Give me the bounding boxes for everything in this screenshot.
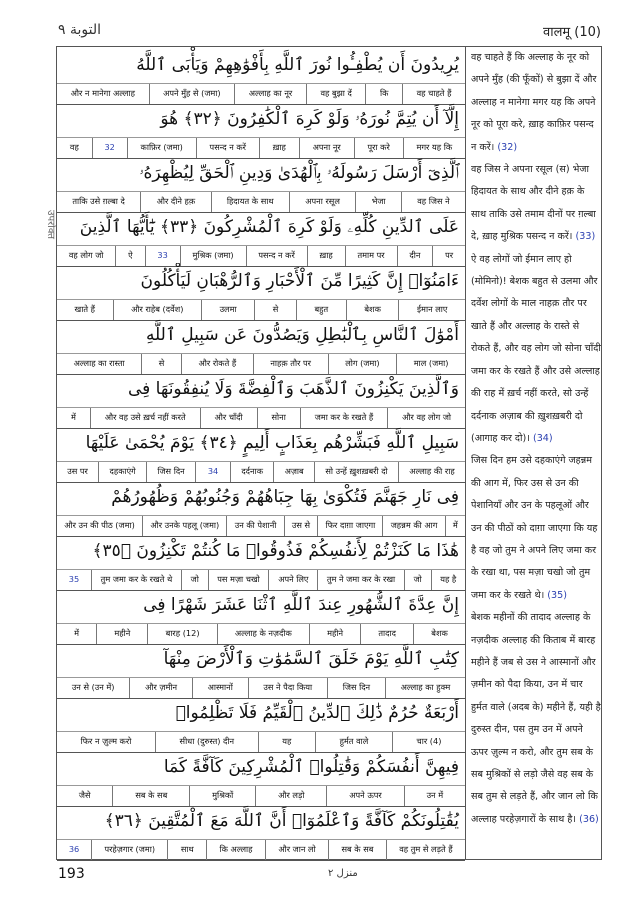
word-meaning-cell: माल (जमा) <box>396 354 465 374</box>
word-meaning-cell: दहकाएंगे <box>98 462 146 482</box>
word-meaning-cell: अल्लाह का हुक्म <box>385 678 465 698</box>
word-meaning-cell: बेशक <box>346 300 399 320</box>
word-meaning-cell: यह <box>258 732 315 752</box>
word-meaning-cell: दर्दनाक <box>230 462 273 482</box>
verse-number: 36 <box>68 844 80 855</box>
translation-text: वह जिस ने अपना रसूल (स) भेजा हिदायत के साथ और दीने हक़ के साथ ताकि उसे तमाम दीनों पर ग़ल्बा दे, ख़ाह मुश्रिक पसन्द न करें। <box>471 164 596 243</box>
word-meaning-cell: और दीने हक़ <box>140 192 210 212</box>
word-meaning-cell: मुश्रिकों <box>189 786 255 806</box>
word-meaning-cell: ख़ाह <box>259 138 299 158</box>
verse-line <box>57 317 465 375</box>
word-meaning-cell: और ज़मीन <box>129 678 192 698</box>
word-meaning-cell: सब के सब <box>112 786 189 806</box>
word-meaning-cell: उलमा <box>201 300 254 320</box>
word-by-word-column <box>57 47 466 859</box>
translation-paragraph <box>471 607 601 831</box>
word-meaning-cell: पूरा करे <box>354 138 403 158</box>
word-meaning-cell: और न मानेगा अल्लाह <box>70 88 135 99</box>
word-meaning-cell: खाते हैं <box>74 304 95 315</box>
word-meaning-cell: और वह लोग जो <box>387 408 465 428</box>
word-meaning-cell: वह <box>69 142 79 153</box>
arabic-text: وَٱلَّذِينَ يَكْنِزُونَ ٱلذَّهَبَ وَٱلْفِضَّةَ وَلَا يُنفِقُونَهَا فِى <box>57 371 465 408</box>
word-meaning-cell: दीन <box>397 246 433 266</box>
verse-number: 35 <box>68 574 80 585</box>
word-meaning-cell: अपने लिए <box>268 570 317 590</box>
verse-line <box>57 641 465 699</box>
word-translation-row <box>57 840 465 861</box>
verse-line <box>57 479 465 537</box>
word-meaning-cell: तादाद <box>360 624 413 644</box>
word-meaning-cell: पस मज़ा चखो <box>208 570 269 590</box>
verse-number: 32 <box>92 138 127 158</box>
word-meaning-cell: में <box>74 628 80 639</box>
verse-line <box>57 533 465 591</box>
word-meaning-cell: जमा कर के रखते हैं <box>300 408 387 428</box>
word-meaning-cell: जिस दिन <box>327 678 385 698</box>
word-meaning-cell: उस से <box>284 516 318 536</box>
translation-column <box>469 47 603 859</box>
word-meaning-cell: अज़ाब <box>273 462 314 482</box>
word-meaning-cell: अपना नूर <box>299 138 354 158</box>
word-meaning-cell: साथ <box>167 840 206 860</box>
verse-line <box>57 587 465 645</box>
translation-text: ऐ वह लोगों जो ईमान लाए हो (मोमिनो)! बेशक बहुत से उलमा और दर्वेश लोगों के माल नाहक़ तौर पर खाते हैं और अल्लाह के रास्ते से रोकते हैं, और वह लोग जो सोना चाँदी जमा कर के रखते हैं और उसे अल्लाह की राह में ख़र्च नहीं करते, सो उन्हें दर्दनाक अज़ाब की ख़ुशख़बरी दो (आगाह कर दो)। <box>471 253 601 444</box>
translation-text: बेशक महीनों की तादाद अल्लाह के नज़दीक अल्लाह की किताब में बारह महीने हैं जब से उस ने आस्मानों और ज़मीन को पैदा किया, उन में चार हुर्मत वाले (अदब के) महीने हैं, यही है दुरुस्त दीन, पस तुम उन में अपने ऊपर ज़ुल्म न करो, और तुम सब के सब मुश्रिकों से लड़ो जैसे वह सब के सब तुम से लड़ते हैं, और जान लो कि अल्लाह परहेज़गारों के साथ है। <box>471 612 601 825</box>
word-meaning-cell: आस्मानों <box>192 678 248 698</box>
verse-line <box>57 47 465 105</box>
word-meaning-cell: तुम ने जमा कर के रखा <box>317 570 404 590</box>
word-meaning-cell: पर <box>432 246 465 266</box>
verse-line <box>57 209 465 267</box>
word-meaning-cell: उस ने पैदा किया <box>248 678 327 698</box>
word-meaning-cell: जो <box>404 570 431 590</box>
arabic-text: إِنَّ عِدَّةَ ٱلشُّهُورِ عِندَ ٱللَّهِ ٱثْنَا عَشَرَ شَهْرًا فِى <box>57 587 465 624</box>
word-meaning-cell: अपने ऊपर <box>326 786 403 806</box>
arabic-text: إِلَّآ أَن يُتِمَّ نُورَهُۥ وَلَوْ كَرِهَ ٱلْكَٰفِرُونَ ﴿٣٢﴾ هُوَ <box>57 101 465 138</box>
word-meaning-cell: और रोकते हैं <box>181 354 253 374</box>
word-meaning-cell: सीधा (दुरुस्त) दीन <box>155 732 258 752</box>
word-meaning-cell: बेशक <box>413 624 465 644</box>
word-meaning-cell: अल्लाह का रास्ता <box>73 358 125 369</box>
word-meaning-cell: और लड़ो <box>255 786 326 806</box>
word-meaning-cell: जिस दिन <box>146 462 195 482</box>
word-meaning-cell: और चाँदी <box>200 408 257 428</box>
word-meaning-cell: ईमान लाए <box>398 300 465 320</box>
translation-paragraph <box>471 159 601 249</box>
word-meaning-cell: उन की पेशानी <box>226 516 283 536</box>
manzil-label: منزل ٢ <box>328 868 358 879</box>
word-meaning-cell: सो उन्हें ख़ुशख़बरी दो <box>314 462 398 482</box>
verse-number: (33) <box>575 231 596 243</box>
word-meaning-cell: और उन की पीठ (जमा) <box>64 520 135 531</box>
verse-number: 33 <box>145 246 180 266</box>
word-meaning-cell: सोना <box>257 408 300 428</box>
arabic-text: فِى نَارِ جَهَنَّمَ فَتُكْوَىٰ بِهَا جِبَاهُهُمْ وَجُنُوبُهُمْ وَظُهُورُهُمْ <box>57 479 465 516</box>
page-header <box>38 22 601 44</box>
arabic-text: يُرِيدُونَ أَن يُطْفِـُٔوا نُورَ ٱللَّهِ بِأَفْوَٰهِهِمْ وَيَأْبَى ٱللَّهُ <box>57 47 465 84</box>
translation-paragraph <box>471 47 601 159</box>
translation-paragraph <box>471 249 601 451</box>
word-meaning-cell: वह जिस ने <box>401 192 465 212</box>
word-meaning-cell: जो <box>181 570 208 590</box>
word-meaning-cell: पसन्द न करें <box>246 246 307 266</box>
word-meaning-cell: उस पर <box>67 466 88 477</box>
word-meaning-cell: सब के सब <box>328 840 386 860</box>
word-meaning-cell: उन में <box>404 786 465 806</box>
word-meaning-cell: महीने <box>309 624 360 644</box>
word-meaning-cell: में <box>445 516 465 536</box>
word-meaning-cell: वह बुझा दें <box>306 84 366 104</box>
word-meaning-cell: और राहेब (दर्वेश) <box>113 300 201 320</box>
word-meaning-cell: उन से (उन में) <box>71 682 115 693</box>
word-meaning-cell: परहेज़गार (जमा) <box>91 840 167 860</box>
verse-line <box>57 101 465 159</box>
word-meaning-cell: मगर यह कि <box>403 138 465 158</box>
word-meaning-cell: ताकि उसे ग़ल्बा दे <box>72 196 125 207</box>
word-meaning-cell: और उनके पहलू (जमा) <box>142 516 226 536</box>
word-meaning-cell: लोग (जमा) <box>328 354 397 374</box>
word-meaning-cell: मुश्रिक (जमा) <box>180 246 246 266</box>
word-meaning-cell: कि अल्लाह <box>206 840 265 860</box>
verse-number: (36) <box>579 813 599 825</box>
word-meaning-cell: कि <box>365 84 402 104</box>
word-meaning-cell: ऐ <box>115 246 144 266</box>
arabic-text: يُقَٰتِلُونَكُمْ كَآفَّةً وَٱعْلَمُوٓا۟ أَنَّ ٱللَّهَ مَعَ ٱلْمُتَّقِينَ ﴿٣٦﴾ <box>57 803 465 840</box>
word-meaning-cell: जहन्नम की आग <box>382 516 444 536</box>
word-meaning-cell: वह लोग जो <box>68 250 104 261</box>
word-meaning-cell: अल्लाह की राह <box>398 462 465 482</box>
verse-number: (34) <box>532 432 553 444</box>
arabic-text: سَبِيلِ ٱللَّهِ فَبَشِّرْهُم بِعَذَابٍ أَلِيمٍ ﴿٣٤﴾ يَوْمَ يُحْمَىٰ عَلَيْهَا <box>57 425 465 462</box>
surah-name: التوبة ٩ <box>58 22 101 38</box>
word-meaning-cell: अल्लाह के नज़दीक <box>217 624 309 644</box>
verse-line <box>57 695 465 753</box>
word-meaning-cell: बारह (12) <box>147 624 216 644</box>
word-meaning-cell: वह चाहते हैं <box>402 84 465 104</box>
verse-number: (35) <box>547 589 567 601</box>
word-meaning-cell: और वह उसे ख़र्च नहीं करते <box>90 408 200 428</box>
word-meaning-cell: फिर न ज़ुल्म करो <box>80 736 132 747</box>
verse-line <box>57 263 465 321</box>
word-meaning-cell: से <box>141 354 181 374</box>
word-meaning-cell: से <box>254 300 296 320</box>
translation-text: जिस दिन हम उसे दहकाएंगे जहन्नम की आग में, फिर उस से उन की पेशानियाँ और उन के पहलूओं और उन की पीठों को दाग़ा जाएगा कि यह है वह जो तुम ने अपने लिए जमा कर के रखा था, पस मज़ा चखो जो तुम जमा कर के रखते थे। <box>471 455 598 601</box>
verse-number: (32) <box>497 141 518 153</box>
page-footer <box>38 866 601 886</box>
word-meaning-cell: बहुत <box>296 300 346 320</box>
verse-line <box>57 803 465 861</box>
para-title: वालमू (10) <box>542 25 601 40</box>
word-meaning-cell: में <box>70 412 76 423</box>
word-meaning-cell: तमाम पर <box>345 246 397 266</box>
word-meaning-cell: हिदायत के साथ <box>211 192 289 212</box>
verse-number: 34 <box>195 462 230 482</box>
word-meaning-cell: भेजा <box>355 192 401 212</box>
word-meaning-cell: जैसे <box>78 790 91 801</box>
word-meaning-cell: हुर्मत वाले <box>315 732 392 752</box>
word-meaning-cell: यह है <box>431 570 465 590</box>
word-meaning-cell: और जान लो <box>265 840 328 860</box>
verse-line <box>57 425 465 483</box>
word-meaning-cell: तुम जमा कर के रखते थे <box>91 570 181 590</box>
verse-line <box>57 155 465 213</box>
word-meaning-cell: ख़ाह <box>307 246 345 266</box>
word-meaning-cell: पसन्द न करें <box>196 138 259 158</box>
word-meaning-cell: अल्लाह का नूर <box>234 84 306 104</box>
side-margin-label: उपरोक्त <box>45 210 56 239</box>
page-frame <box>56 46 602 860</box>
word-meaning-cell: चार (4) <box>392 732 465 752</box>
word-meaning-cell: अपने मुँह से (जमा) <box>149 84 235 104</box>
word-meaning-cell: अपना रसूल <box>289 192 355 212</box>
verse-line <box>57 371 465 429</box>
arabic-text: أَمْوَٰلَ ٱلنَّاسِ بِٱلْبَٰطِلِ وَيَصُدُّونَ عَن سَبِيلِ ٱللَّهِ <box>57 317 465 354</box>
word-meaning-cell: नाहक़ तौर पर <box>253 354 328 374</box>
arabic-text: فِيهِنَّ أَنفُسَكُمْ وَقَٰتِلُوا۟ ٱلْمُشْرِكِينَ كَآفَّةً كَمَا <box>57 749 465 786</box>
word-meaning-cell: वह तुम से लड़ते हैं <box>386 840 465 860</box>
word-meaning-cell: फिर दाग़ा जाएगा <box>317 516 382 536</box>
arabic-text: كِتَٰبِ ٱللَّهِ يَوْمَ خَلَقَ ٱلسَّمَٰوَٰتِ وَٱلْأَرْضَ مِنْهَآ <box>57 641 465 678</box>
arabic-text: أَرْبَعَةٌ حُرُمٌ ذَٰلِكَ ٱلدِّينُ ٱلْقَيِّمُ فَلَا تَظْلِمُوا۟ <box>57 695 465 732</box>
arabic-text: ٱلَّذِىٓ أَرْسَلَ رَسُولَهُۥ بِٱلْهُدَىٰ وَدِينِ ٱلْحَقِّ لِيُظْهِرَهُۥ <box>57 155 465 192</box>
arabic-text: عَلَى ٱلدِّينِ كُلِّهِۦ وَلَوْ كَرِهَ ٱلْمُشْرِكُونَ ﴿٣٣﴾ يَٰٓأَيُّهَا ٱلَّذِينَ <box>57 209 465 246</box>
translation-paragraph <box>471 450 601 607</box>
word-meaning-cell: महीने <box>96 624 147 644</box>
word-meaning-cell: काफ़िर (जमा) <box>127 138 196 158</box>
verse-line <box>57 749 465 807</box>
page-number: 193 <box>58 866 85 882</box>
translation-text: वह चाहते हैं कि अल्लाह के नूर को अपने मुँह (की फूँकों) से बुझा दें और अल्लाह न मानेगा मगर यह कि अपने नूर को पूरा करे, ख़ाह काफ़िर पसन्द न करें। <box>471 52 597 153</box>
arabic-text: ءَامَنُوٓا۟ إِنَّ كَثِيرًا مِّنَ ٱلْأَحْبَارِ وَٱلرُّهْبَانِ لَيَأْكُلُونَ <box>57 263 465 300</box>
arabic-text: هَٰذَا مَا كَنَزْتُمْ لِأَنفُسِكُمْ فَذُوقُوا۟ مَا كُنتُمْ تَكْنِزُونَ ﴿٣٥﴾ <box>57 533 465 570</box>
